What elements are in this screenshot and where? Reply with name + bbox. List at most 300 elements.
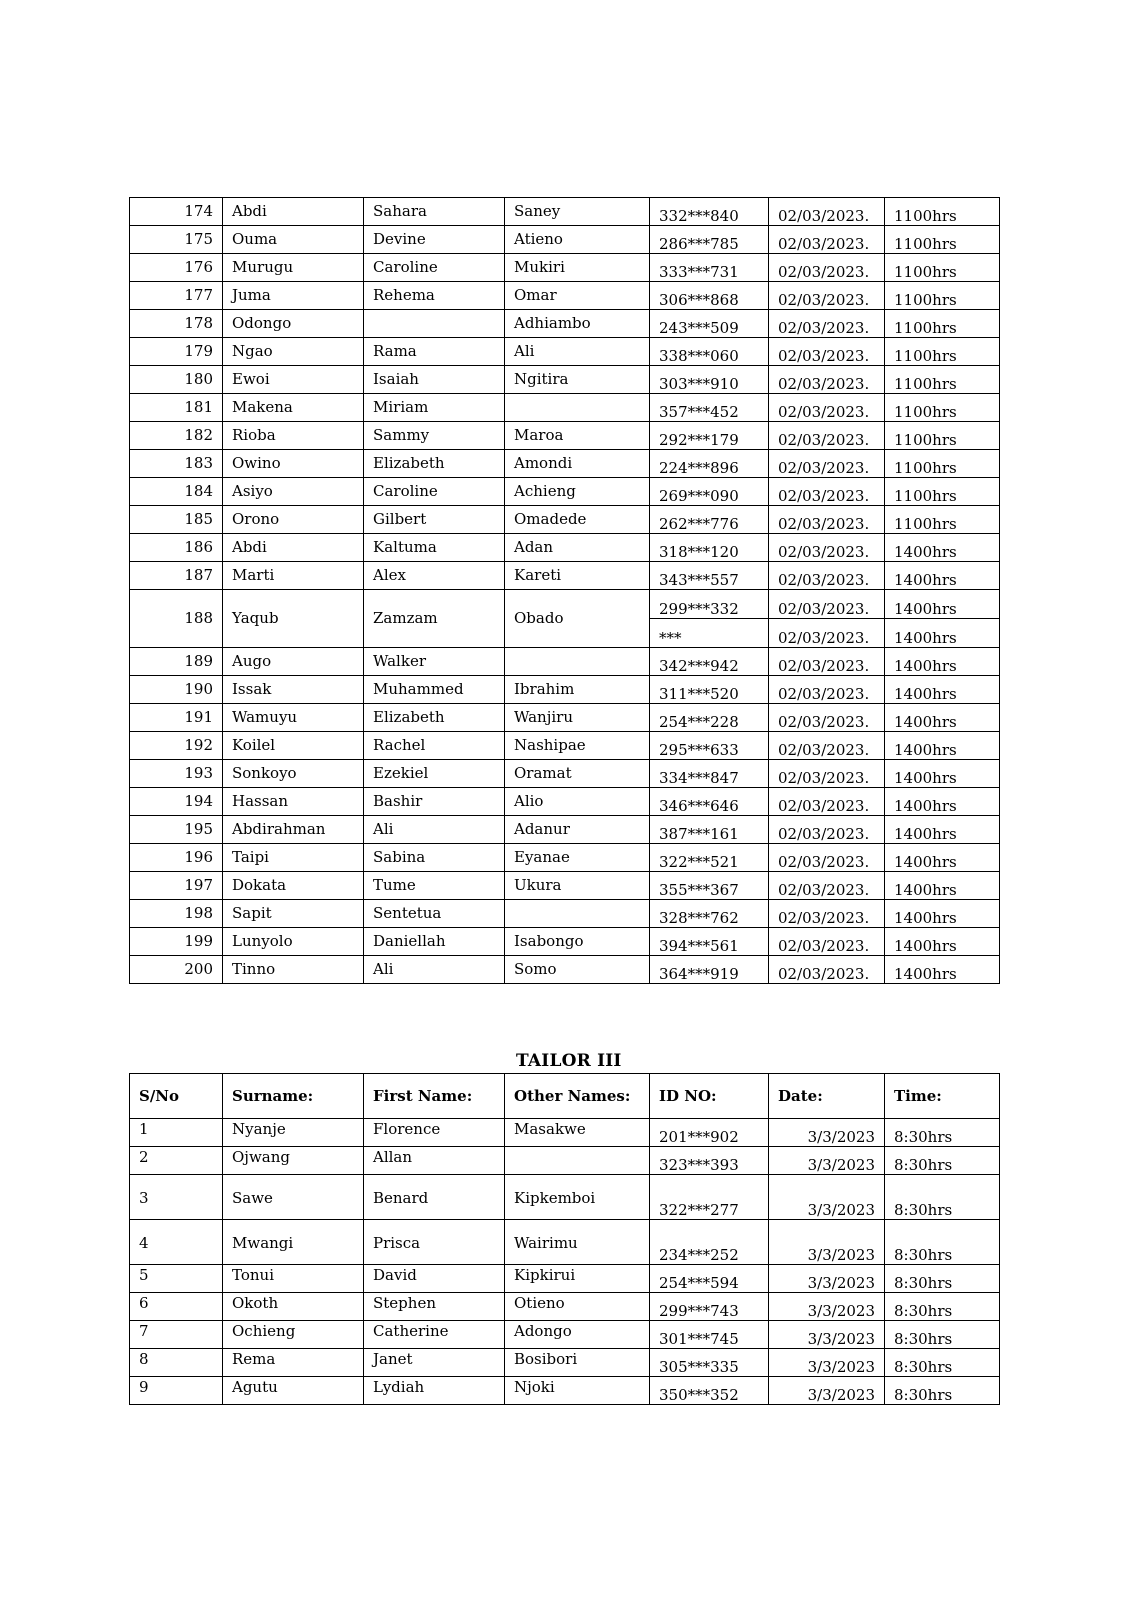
date-cell: 3/3/2023: [769, 1220, 885, 1265]
surname-cell: Wamuyu: [223, 704, 364, 732]
row-number: 9: [130, 1377, 223, 1405]
first-name-cell: Elizabeth: [364, 704, 505, 732]
time-cell: 1400hrs: [885, 590, 1000, 619]
surname-cell: Juma: [223, 282, 364, 310]
first-name-cell: Florence: [364, 1119, 505, 1147]
row-number: 196: [130, 844, 223, 872]
id-cell: 292***179: [650, 422, 769, 450]
time-cell: 8:30hrs: [885, 1321, 1000, 1349]
surname-cell: Nyanje: [223, 1119, 364, 1147]
time-cell: 1400hrs: [885, 928, 1000, 956]
table-row: [130, 338, 1000, 366]
time-cell: 1100hrs: [885, 450, 1000, 478]
time-cell: 1400hrs: [885, 732, 1000, 760]
other-names-cell: Adanur: [505, 816, 650, 844]
id-cell: 234***252: [650, 1220, 769, 1265]
first-name-cell: Devine: [364, 226, 505, 254]
table-row: [130, 1321, 1000, 1349]
date-cell: 02/03/2023.: [769, 450, 885, 478]
row-number: 185: [130, 506, 223, 534]
date-cell: 02/03/2023.: [769, 676, 885, 704]
header-surname: Surname:: [223, 1074, 364, 1119]
other-names-cell: Somo: [505, 956, 650, 984]
id-cell: 318***120: [650, 534, 769, 562]
row-number: 3: [130, 1175, 223, 1220]
table-row: [130, 732, 1000, 760]
surname-cell: Augo: [223, 648, 364, 676]
table-row: [130, 562, 1000, 590]
surname-cell: Ochieng: [223, 1321, 364, 1349]
time-cell: 1100hrs: [885, 506, 1000, 534]
time-cell: 1400hrs: [885, 788, 1000, 816]
other-names-cell: Alio: [505, 788, 650, 816]
surname-cell: Owino: [223, 450, 364, 478]
time-cell: 1400hrs: [885, 900, 1000, 928]
other-names-cell: Ibrahim: [505, 676, 650, 704]
time-cell: 1100hrs: [885, 226, 1000, 254]
surname-cell: Abdi: [223, 198, 364, 226]
time-cell: 1400hrs: [885, 534, 1000, 562]
surname-cell: Issak: [223, 676, 364, 704]
first-name-cell: Ali: [364, 956, 505, 984]
row-number: 174: [130, 198, 223, 226]
date-cell: 02/03/2023.: [769, 590, 885, 619]
surname-cell: Mwangi: [223, 1220, 364, 1265]
table-row: [130, 844, 1000, 872]
first-name-cell: Rehema: [364, 282, 505, 310]
table-row: [130, 900, 1000, 928]
first-name-cell: Walker: [364, 648, 505, 676]
time-cell: 8:30hrs: [885, 1377, 1000, 1405]
id-cell: 311***520: [650, 676, 769, 704]
surname-cell: Koilel: [223, 732, 364, 760]
time-cell: 8:30hrs: [885, 1265, 1000, 1293]
other-names-cell: Wanjiru: [505, 704, 650, 732]
other-names-cell: Masakwe: [505, 1119, 650, 1147]
continued-candidates-table: [129, 197, 1000, 984]
table-row: [130, 872, 1000, 900]
id-cell: 299***332: [650, 590, 769, 619]
date-cell: 02/03/2023.: [769, 338, 885, 366]
surname-cell: Ojwang: [223, 1147, 364, 1175]
row-number: 175: [130, 226, 223, 254]
date-cell: 02/03/2023.: [769, 562, 885, 590]
surname-cell: Abdirahman: [223, 816, 364, 844]
other-names-cell: Njoki: [505, 1377, 650, 1405]
surname-cell: Ouma: [223, 226, 364, 254]
id-cell: 243***509: [650, 310, 769, 338]
time-cell: 1400hrs: [885, 760, 1000, 788]
table-row: [130, 788, 1000, 816]
first-name-cell: Allan: [364, 1147, 505, 1175]
time-cell: 8:30hrs: [885, 1293, 1000, 1321]
id-cell: 338***060: [650, 338, 769, 366]
time-cell: 8:30hrs: [885, 1119, 1000, 1147]
other-names-cell: Bosibori: [505, 1349, 650, 1377]
other-names-cell: Adhiambo: [505, 310, 650, 338]
id-cell: 333***731: [650, 254, 769, 282]
other-names-cell: Mukiri: [505, 254, 650, 282]
id-cell: 350***352: [650, 1377, 769, 1405]
id-cell: 346***646: [650, 788, 769, 816]
id-cell: 322***277: [650, 1175, 769, 1220]
row-number: 4: [130, 1220, 223, 1265]
first-name-cell: Daniellah: [364, 928, 505, 956]
other-names-cell: Omar: [505, 282, 650, 310]
date-cell: 02/03/2023.: [769, 422, 885, 450]
table-row: [130, 478, 1000, 506]
id-cell: 254***228: [650, 704, 769, 732]
table-row: [130, 704, 1000, 732]
date-cell: 02/03/2023.: [769, 282, 885, 310]
table-row: [130, 1265, 1000, 1293]
surname-cell: Dokata: [223, 872, 364, 900]
id-cell: ***: [650, 619, 769, 648]
surname-cell: Sapit: [223, 900, 364, 928]
time-cell: 1100hrs: [885, 198, 1000, 226]
first-name-cell: Janet: [364, 1349, 505, 1377]
date-cell: 3/3/2023: [769, 1321, 885, 1349]
date-cell: 02/03/2023.: [769, 956, 885, 984]
first-name-cell: Rama: [364, 338, 505, 366]
row-number: 195: [130, 816, 223, 844]
other-names-cell: Oramat: [505, 760, 650, 788]
row-number: 181: [130, 394, 223, 422]
row-number: 182: [130, 422, 223, 450]
id-cell: 357***452: [650, 394, 769, 422]
table-row: [130, 760, 1000, 788]
surname-cell: Rema: [223, 1349, 364, 1377]
surname-cell: Yaqub: [223, 590, 364, 648]
row-number: 8: [130, 1349, 223, 1377]
other-names-cell: Eyanae: [505, 844, 650, 872]
table-row: [130, 590, 1000, 619]
other-names-cell: Kareti: [505, 562, 650, 590]
row-number: 5: [130, 1265, 223, 1293]
time-cell: 1100hrs: [885, 338, 1000, 366]
date-cell: 02/03/2023.: [769, 704, 885, 732]
table-row: [130, 1119, 1000, 1147]
id-cell: 394***561: [650, 928, 769, 956]
table-row: [130, 1175, 1000, 1220]
header-first-name: First Name:: [364, 1074, 505, 1119]
first-name-cell: Alex: [364, 562, 505, 590]
other-names-cell: Nashipae: [505, 732, 650, 760]
id-cell: 322***521: [650, 844, 769, 872]
other-names-cell: Wairimu: [505, 1220, 650, 1265]
surname-cell: Murugu: [223, 254, 364, 282]
row-number: 6: [130, 1293, 223, 1321]
date-cell: 02/03/2023.: [769, 788, 885, 816]
table-row: [130, 450, 1000, 478]
date-cell: 3/3/2023: [769, 1377, 885, 1405]
other-names-cell: Ngitira: [505, 366, 650, 394]
id-cell: 303***910: [650, 366, 769, 394]
time-cell: 1400hrs: [885, 816, 1000, 844]
table-row: [130, 506, 1000, 534]
date-cell: 02/03/2023.: [769, 366, 885, 394]
surname-cell: Makena: [223, 394, 364, 422]
header-other-names: Other Names:: [505, 1074, 650, 1119]
time-cell: 1400hrs: [885, 956, 1000, 984]
time-cell: 1400hrs: [885, 704, 1000, 732]
time-cell: 1100hrs: [885, 282, 1000, 310]
time-cell: 1100hrs: [885, 394, 1000, 422]
id-cell: 364***919: [650, 956, 769, 984]
time-cell: 1100hrs: [885, 422, 1000, 450]
row-number: 176: [130, 254, 223, 282]
first-name-cell: Lydiah: [364, 1377, 505, 1405]
date-cell: 02/03/2023.: [769, 310, 885, 338]
other-names-cell: [505, 1147, 650, 1175]
first-name-cell: Sentetua: [364, 900, 505, 928]
header-date: Date:: [769, 1074, 885, 1119]
table-row: [130, 816, 1000, 844]
other-names-cell: Achieng: [505, 478, 650, 506]
surname-cell: Asiyo: [223, 478, 364, 506]
surname-cell: Agutu: [223, 1377, 364, 1405]
table-row: [130, 1349, 1000, 1377]
time-cell: 8:30hrs: [885, 1175, 1000, 1220]
row-number: 1: [130, 1119, 223, 1147]
header-time: Time:: [885, 1074, 1000, 1119]
first-name-cell: Isaiah: [364, 366, 505, 394]
date-cell: 02/03/2023.: [769, 254, 885, 282]
time-cell: 1400hrs: [885, 619, 1000, 648]
surname-cell: Sawe: [223, 1175, 364, 1220]
date-cell: 02/03/2023.: [769, 198, 885, 226]
first-name-cell: Prisca: [364, 1220, 505, 1265]
id-cell: 342***942: [650, 648, 769, 676]
date-cell: 02/03/2023.: [769, 816, 885, 844]
first-name-cell: [364, 310, 505, 338]
date-cell: 3/3/2023: [769, 1147, 885, 1175]
time-cell: 8:30hrs: [885, 1220, 1000, 1265]
first-name-cell: Muhammed: [364, 676, 505, 704]
id-cell: 269***090: [650, 478, 769, 506]
row-number: 191: [130, 704, 223, 732]
date-cell: 02/03/2023.: [769, 872, 885, 900]
table-row: [130, 928, 1000, 956]
first-name-cell: Kaltuma: [364, 534, 505, 562]
other-names-cell: [505, 648, 650, 676]
table-row: [130, 198, 1000, 226]
row-number: 186: [130, 534, 223, 562]
row-number: 177: [130, 282, 223, 310]
first-name-cell: Tume: [364, 872, 505, 900]
id-cell: 299***743: [650, 1293, 769, 1321]
table-row: [130, 1293, 1000, 1321]
table-row: [130, 394, 1000, 422]
row-number: 199: [130, 928, 223, 956]
id-cell: 295***633: [650, 732, 769, 760]
date-cell: 02/03/2023.: [769, 226, 885, 254]
surname-cell: Odongo: [223, 310, 364, 338]
surname-cell: Tinno: [223, 956, 364, 984]
surname-cell: Ewoi: [223, 366, 364, 394]
first-name-cell: Zamzam: [364, 590, 505, 648]
row-number: 190: [130, 676, 223, 704]
other-names-cell: Ali: [505, 338, 650, 366]
row-number: 197: [130, 872, 223, 900]
first-name-cell: Catherine: [364, 1321, 505, 1349]
first-name-cell: David: [364, 1265, 505, 1293]
other-names-cell: Maroa: [505, 422, 650, 450]
first-name-cell: Elizabeth: [364, 450, 505, 478]
date-cell: 02/03/2023.: [769, 506, 885, 534]
id-cell: 334***847: [650, 760, 769, 788]
surname-cell: Sonkoyo: [223, 760, 364, 788]
header-id-no: ID NO:: [650, 1074, 769, 1119]
row-number: 193: [130, 760, 223, 788]
date-cell: 02/03/2023.: [769, 732, 885, 760]
id-cell: 355***367: [650, 872, 769, 900]
surname-cell: Marti: [223, 562, 364, 590]
row-number: 178: [130, 310, 223, 338]
time-cell: 8:30hrs: [885, 1147, 1000, 1175]
section-title: TAILOR III: [516, 1051, 622, 1071]
other-names-cell: Amondi: [505, 450, 650, 478]
first-name-cell: Rachel: [364, 732, 505, 760]
surname-cell: Tonui: [223, 1265, 364, 1293]
table-row: [130, 1147, 1000, 1175]
other-names-cell: Isabongo: [505, 928, 650, 956]
table-row: [130, 282, 1000, 310]
first-name-cell: Caroline: [364, 254, 505, 282]
first-name-cell: Sammy: [364, 422, 505, 450]
table-row: [130, 534, 1000, 562]
table-row: [130, 254, 1000, 282]
row-number: 7: [130, 1321, 223, 1349]
other-names-cell: [505, 394, 650, 422]
date-cell: 02/03/2023.: [769, 928, 885, 956]
row-number: 188: [130, 590, 223, 648]
table-row: [130, 366, 1000, 394]
first-name-cell: Stephen: [364, 1293, 505, 1321]
surname-cell: Taipi: [223, 844, 364, 872]
first-name-cell: Sabina: [364, 844, 505, 872]
other-names-cell: Omadede: [505, 506, 650, 534]
first-name-cell: Benard: [364, 1175, 505, 1220]
time-cell: 1400hrs: [885, 676, 1000, 704]
surname-cell: Okoth: [223, 1293, 364, 1321]
date-cell: 3/3/2023: [769, 1265, 885, 1293]
table-row: [130, 1220, 1000, 1265]
date-cell: 02/03/2023.: [769, 534, 885, 562]
first-name-cell: Gilbert: [364, 506, 505, 534]
table-row: [130, 226, 1000, 254]
time-cell: 1400hrs: [885, 562, 1000, 590]
time-cell: 1100hrs: [885, 310, 1000, 338]
id-cell: 201***902: [650, 1119, 769, 1147]
date-cell: 02/03/2023.: [769, 648, 885, 676]
date-cell: 02/03/2023.: [769, 900, 885, 928]
other-names-cell: Adan: [505, 534, 650, 562]
date-cell: 02/03/2023.: [769, 619, 885, 648]
other-names-cell: Atieno: [505, 226, 650, 254]
date-cell: 3/3/2023: [769, 1293, 885, 1321]
id-cell: 328***762: [650, 900, 769, 928]
row-number: 198: [130, 900, 223, 928]
id-cell: 306***868: [650, 282, 769, 310]
table-row: [130, 422, 1000, 450]
first-name-cell: Miriam: [364, 394, 505, 422]
first-name-cell: Sahara: [364, 198, 505, 226]
date-cell: 02/03/2023.: [769, 394, 885, 422]
other-names-cell: Kipkirui: [505, 1265, 650, 1293]
tailor-candidates-table: [129, 1073, 1000, 1405]
first-name-cell: Caroline: [364, 478, 505, 506]
other-names-cell: Kipkemboi: [505, 1175, 650, 1220]
row-number: 192: [130, 732, 223, 760]
table-row: [130, 648, 1000, 676]
id-cell: 343***557: [650, 562, 769, 590]
surname-cell: Lunyolo: [223, 928, 364, 956]
surname-cell: Abdi: [223, 534, 364, 562]
row-number: 187: [130, 562, 223, 590]
other-names-cell: Obado: [505, 590, 650, 648]
date-cell: 02/03/2023.: [769, 760, 885, 788]
time-cell: 1100hrs: [885, 366, 1000, 394]
table-row: [130, 1377, 1000, 1405]
header-row: [130, 1074, 1000, 1119]
table-row: [130, 676, 1000, 704]
other-names-cell: [505, 900, 650, 928]
date-cell: 02/03/2023.: [769, 844, 885, 872]
header-sno: S/No: [130, 1074, 223, 1119]
other-names-cell: Ukura: [505, 872, 650, 900]
date-cell: 3/3/2023: [769, 1349, 885, 1377]
id-cell: 254***594: [650, 1265, 769, 1293]
row-number: 194: [130, 788, 223, 816]
id-cell: 286***785: [650, 226, 769, 254]
id-cell: 387***161: [650, 816, 769, 844]
other-names-cell: Otieno: [505, 1293, 650, 1321]
row-number: 200: [130, 956, 223, 984]
row-number: 189: [130, 648, 223, 676]
time-cell: 1100hrs: [885, 254, 1000, 282]
row-number: 184: [130, 478, 223, 506]
time-cell: 1400hrs: [885, 648, 1000, 676]
time-cell: 1100hrs: [885, 478, 1000, 506]
other-names-cell: Adongo: [505, 1321, 650, 1349]
surname-cell: Hassan: [223, 788, 364, 816]
table-row: [130, 310, 1000, 338]
row-number: 183: [130, 450, 223, 478]
time-cell: 8:30hrs: [885, 1349, 1000, 1377]
row-number: 179: [130, 338, 223, 366]
first-name-cell: Ezekiel: [364, 760, 505, 788]
row-number: 2: [130, 1147, 223, 1175]
surname-cell: Orono: [223, 506, 364, 534]
id-cell: 262***776: [650, 506, 769, 534]
other-names-cell: Saney: [505, 198, 650, 226]
date-cell: 3/3/2023: [769, 1119, 885, 1147]
surname-cell: Rioba: [223, 422, 364, 450]
first-name-cell: Ali: [364, 816, 505, 844]
date-cell: 3/3/2023: [769, 1175, 885, 1220]
first-name-cell: Bashir: [364, 788, 505, 816]
time-cell: 1400hrs: [885, 872, 1000, 900]
surname-cell: Ngao: [223, 338, 364, 366]
id-cell: 323***393: [650, 1147, 769, 1175]
id-cell: 332***840: [650, 198, 769, 226]
id-cell: 224***896: [650, 450, 769, 478]
row-number: 180: [130, 366, 223, 394]
table-row: [130, 956, 1000, 984]
date-cell: 02/03/2023.: [769, 478, 885, 506]
time-cell: 1400hrs: [885, 844, 1000, 872]
